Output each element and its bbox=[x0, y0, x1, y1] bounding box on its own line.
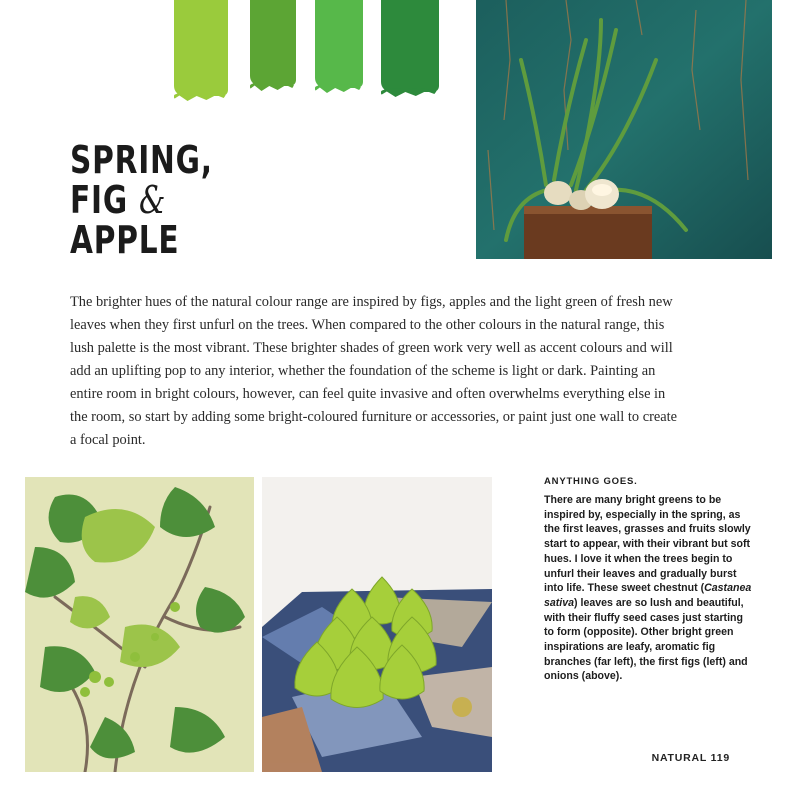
title-line-1: SPRING, bbox=[70, 138, 213, 182]
paint-swatch-lime bbox=[174, 0, 228, 96]
page-footer bbox=[652, 752, 730, 764]
body-paragraph: The brighter hues of the natural colour range are inspired by figs, apples and the light green of fresh new leaves when they first unfurl on the trees. When compared to the other colours in the natural range, this lush palette is the most vibrant. These brighter shades of green work very well as accent colours and will add an uplifting pop to any interior, whether the foundation of the scheme is light or dark. Painting an entire room in bright colours, however, can feel quite invasive and often overwhelms everything else in the room, so start by adding some bright-coloured furniture or accessories, or paint just one wall to create a focal point. bbox=[70, 294, 678, 448]
sidebar-text-part-1: There are many bright greens to be inspired by, especially in the spring, as the first leaves, grasses and fruits slowly start to appear, with their vibrant but soft hues. I love it when the trees begin to unfurl their leaves and gradually burst into life. These sweet chestnut ( bbox=[544, 494, 751, 595]
paint-swatch-bright-green bbox=[315, 0, 363, 88]
figs-photo bbox=[262, 477, 492, 772]
sidebar-text bbox=[544, 493, 754, 684]
sidebar-heading: ANYTHING GOES. bbox=[544, 476, 638, 487]
footer-section: NATURAL bbox=[651, 752, 707, 764]
title-fig: FIG bbox=[70, 178, 128, 222]
sidebar-text-latin-name: Castanea sativa bbox=[544, 582, 752, 609]
title-ampersand: & bbox=[139, 178, 167, 222]
onion-photo bbox=[476, 0, 772, 259]
page-title bbox=[70, 140, 213, 260]
title-line-2 bbox=[70, 180, 213, 220]
title-line-3: APPLE bbox=[70, 218, 180, 262]
footer-page-number: 119 bbox=[710, 752, 730, 764]
sidebar-caption bbox=[544, 476, 754, 684]
paint-swatch-deep-green bbox=[381, 0, 439, 92]
paint-swatch-leaf-green bbox=[250, 0, 296, 86]
fig-branch-photo bbox=[25, 477, 254, 772]
sidebar-text-part-2: ) leaves are so lush and beautiful, with their fluffy seed cases just starting to form (opposite). Other bright green inspirations are leafy, aromatic fig branches (far left), the first figs (left) and onions (above). bbox=[544, 596, 748, 683]
